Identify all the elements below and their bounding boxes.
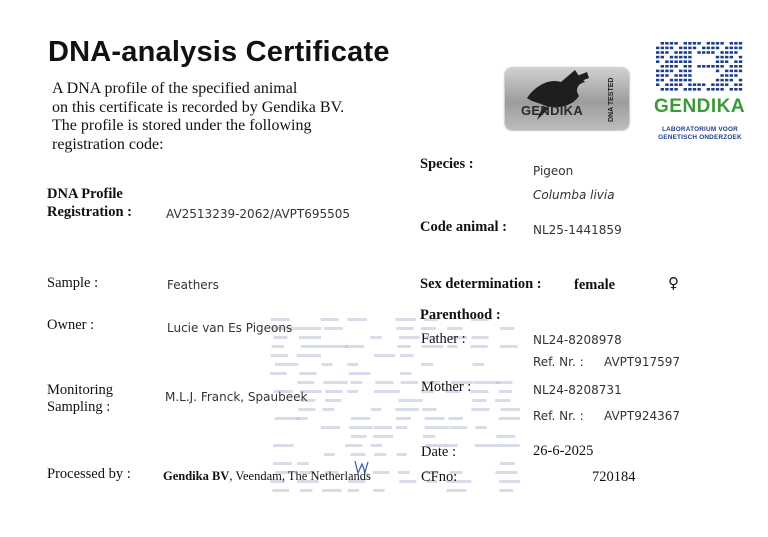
emblem-dot — [730, 47, 733, 50]
emblem-dot — [702, 65, 705, 68]
watermark-mark — [475, 426, 486, 429]
emblem-dot — [720, 83, 723, 86]
sampling-label: Sampling : — [47, 399, 111, 415]
watermark-mark — [471, 408, 489, 411]
owner-value: Lucie van Es Pigeons — [167, 321, 293, 335]
emblem-dot — [688, 51, 691, 54]
emblem-dot — [665, 47, 668, 50]
watermark-mark — [399, 336, 420, 339]
emblem-dot — [674, 60, 677, 63]
watermark-mark — [324, 327, 343, 330]
watermark-mark — [351, 435, 367, 438]
watermark-mark — [371, 444, 383, 447]
emblem-dot — [730, 56, 733, 59]
emblem-dot — [661, 47, 664, 50]
sticker-dna-tested-text: DNA TESTED — [608, 77, 615, 123]
certificate-title: DNA-analysis Certificate — [48, 36, 390, 68]
watermark-mark — [449, 417, 463, 420]
emblem-dot — [720, 60, 723, 63]
watermark-mark — [396, 426, 407, 429]
watermark-mark — [275, 417, 300, 420]
watermark-mark — [373, 435, 393, 438]
emblem-dot — [679, 79, 682, 82]
watermark-mark — [345, 345, 364, 348]
watermark-mark — [470, 390, 488, 393]
emblem-dot — [674, 79, 677, 82]
emblem-dot — [679, 74, 682, 77]
emblem-dot — [739, 47, 742, 50]
emblem-dot — [665, 83, 668, 86]
watermark-mark — [395, 408, 419, 411]
emblem-dot — [665, 65, 668, 68]
watermark-mark — [396, 417, 411, 420]
emblem-dot — [711, 83, 714, 86]
emblem-dot — [684, 74, 687, 77]
emblem-dot — [656, 60, 659, 63]
emblem-dot — [739, 83, 742, 86]
watermark-mark — [300, 489, 313, 492]
watermark-mark — [272, 489, 289, 492]
watermark-mark — [349, 426, 372, 429]
dna-profile-label: DNA Profile — [47, 186, 123, 202]
owner-label: Owner : — [47, 317, 95, 333]
watermark-mark — [499, 489, 513, 492]
emblem-dot — [674, 83, 677, 86]
emblem-dot — [684, 47, 687, 50]
emblem-dot — [739, 79, 742, 82]
emblem-dot — [725, 83, 728, 86]
watermark-mark — [500, 327, 514, 330]
emblem-dot — [739, 60, 742, 63]
emblem-dot — [734, 42, 737, 45]
watermark-mark — [371, 408, 382, 411]
monitoring-value: M.L.J. Franck, Spaubeek — [165, 390, 308, 404]
processed-location: , Veendam, The Netherlands — [229, 469, 371, 483]
watermark-mark — [273, 444, 294, 447]
emblem-dot — [670, 60, 673, 63]
emblem-dot — [670, 79, 673, 82]
emblem-dot — [716, 42, 719, 45]
watermark-mark — [347, 318, 366, 321]
emblem-dot — [697, 51, 700, 54]
emblem-dot — [725, 51, 728, 54]
watermark-mark — [320, 318, 338, 321]
emblem-dot — [679, 51, 682, 54]
emblem-dot — [661, 70, 664, 73]
watermark-mark — [299, 336, 321, 339]
mother-ref-value: AVPT924367 — [604, 409, 681, 423]
watermark-mark — [401, 381, 418, 384]
emblem-dot — [684, 70, 687, 73]
emblem-dot — [707, 47, 710, 50]
watermark-mark — [321, 426, 340, 429]
father-ref-value: AVPT917597 — [604, 355, 681, 369]
emblem-dot — [725, 47, 728, 50]
emblem-dot — [656, 79, 659, 82]
emblem-dot — [716, 88, 719, 91]
emblem-dot — [711, 47, 714, 50]
emblem-dot — [674, 74, 677, 77]
code-animal-label: Code animal : — [420, 219, 507, 235]
watermark-mark — [399, 480, 416, 483]
watermark-mark — [425, 417, 445, 420]
sample-label: Sample : — [47, 275, 99, 291]
watermark-mark — [495, 381, 512, 384]
watermark-mark — [274, 336, 288, 339]
emblem-dot — [697, 42, 700, 45]
father-ref-label: Ref. Nr. : — [533, 355, 584, 369]
watermark-mark — [447, 327, 463, 330]
emblem-dot — [688, 47, 691, 50]
watermark-mark — [472, 399, 486, 402]
emblem-dot — [688, 42, 691, 45]
watermark-mark — [472, 336, 489, 339]
emblem-dot — [716, 65, 719, 68]
emblem-dot — [670, 88, 673, 91]
intro-line: registration code: — [52, 135, 164, 153]
logo-subtitle-line: GENETISCH ONDERZOEK — [658, 134, 742, 141]
father-label: Father : — [421, 331, 466, 347]
watermark-mark — [425, 426, 450, 429]
watermark-mark — [345, 444, 362, 447]
intro-line: The profile is stored under the following — [52, 117, 312, 134]
watermark-mark — [446, 489, 466, 492]
emblem-dot — [725, 74, 728, 77]
watermark-mark — [324, 345, 348, 348]
watermark-mark — [347, 363, 358, 366]
gendika-logo — [650, 40, 746, 141]
emblem-dot — [716, 47, 719, 50]
emblem-dot — [734, 70, 737, 73]
watermark-mark — [373, 489, 384, 492]
watermark-mark — [495, 471, 517, 474]
emblem-dot — [720, 74, 723, 77]
logo-subtitle-line: LABORATORIUM VOOR — [662, 126, 738, 133]
registration-value: AV2513239-2062/AVPT695505 — [166, 207, 351, 221]
emblem-dot — [739, 70, 742, 73]
watermark-mark — [273, 462, 292, 465]
emblem-dot — [720, 56, 723, 59]
watermark-mark — [422, 408, 436, 411]
watermark-mark — [351, 417, 370, 420]
watermark-mark — [475, 444, 501, 447]
watermark-mark — [471, 345, 488, 348]
emblem-dot — [661, 51, 664, 54]
emblem-dot — [720, 79, 723, 82]
emblem-dot — [674, 51, 677, 54]
watermark-mark — [396, 327, 413, 330]
dna-tested-sticker — [505, 68, 629, 130]
gendika-emblem-icon — [650, 40, 746, 94]
emblem-dot — [679, 83, 682, 86]
emblem-dot — [661, 42, 664, 45]
mother-label: Mother : — [421, 379, 472, 395]
emblem-dot — [697, 83, 700, 86]
emblem-dot — [739, 42, 742, 45]
female-symbol-icon: ♀ — [668, 274, 679, 292]
emblem-dot — [688, 60, 691, 63]
watermark-mark — [297, 462, 308, 465]
emblem-dot — [734, 88, 737, 91]
emblem-dot — [711, 51, 714, 54]
emblem-dot — [656, 47, 659, 50]
processed-by-value — [163, 469, 371, 484]
monitoring-label: Monitoring — [47, 382, 114, 398]
watermark-mark — [370, 336, 381, 339]
emblem-dot — [693, 42, 696, 45]
watermark-mark — [450, 426, 467, 429]
emblem-dot — [665, 74, 668, 77]
emblem-dot — [716, 70, 719, 73]
sex-determination-label: Sex determination : — [420, 276, 542, 292]
intro-line: on this certificate is recorded by Gendika BV. — [52, 98, 345, 116]
emblem-dot — [674, 56, 677, 59]
watermark-mark — [500, 462, 515, 465]
emblem-dot — [684, 88, 687, 91]
sticker-brand-text: GENDIKA — [521, 103, 584, 118]
watermark-mark — [501, 408, 520, 411]
emblem-dot — [688, 70, 691, 73]
watermark-mark — [301, 345, 325, 348]
intro-line: A DNA profile of the specified animal — [52, 80, 298, 97]
emblem-dot — [707, 42, 710, 45]
emblem-dot — [739, 88, 742, 91]
watermark-mark — [374, 390, 400, 393]
emblem-dot — [730, 88, 733, 91]
emblem-dot — [679, 47, 682, 50]
emblem-dot — [734, 47, 737, 50]
watermark-mark — [375, 381, 393, 384]
sample-value: Feathers — [167, 278, 219, 292]
emblem-dot — [674, 42, 677, 45]
emblem-dot — [730, 42, 733, 45]
mother-ref-label: Ref. Nr. : — [533, 409, 584, 423]
emblem-dot — [684, 79, 687, 82]
watermark-mark — [272, 345, 284, 348]
watermark-mark — [499, 390, 512, 393]
watermark-mark — [496, 435, 515, 438]
emblem-dot — [711, 65, 714, 68]
date-value: 26-6-2025 — [533, 443, 594, 459]
emblem-dot — [720, 51, 723, 54]
emblem-dot — [720, 88, 723, 91]
emblem-dot — [720, 42, 723, 45]
father-value: NL24-8208978 — [533, 333, 622, 347]
emblem-dot — [679, 56, 682, 59]
emblem-dot — [716, 83, 719, 86]
emblem-dot — [693, 47, 696, 50]
emblem-dot — [716, 60, 719, 63]
watermark-mark — [322, 363, 333, 366]
logo-name: GENDIKA — [654, 96, 746, 117]
emblem-dot — [656, 56, 659, 59]
watermark-mark — [374, 354, 395, 357]
emblem-dot — [670, 56, 673, 59]
emblem-dot — [684, 60, 687, 63]
watermark-mark — [421, 363, 433, 366]
watermark-mark — [500, 444, 519, 447]
emblem-dot — [679, 60, 682, 63]
emblem-dot — [684, 42, 687, 45]
emblem-dot — [734, 83, 737, 86]
watermark-mark — [298, 408, 315, 411]
watermark-mark — [275, 363, 298, 366]
emblem-dot — [693, 83, 696, 86]
watermark-mark — [423, 435, 436, 438]
signature-mark — [353, 457, 371, 477]
emblem-dot — [730, 79, 733, 82]
emblem-dot — [670, 42, 673, 45]
watermark-mark — [472, 363, 483, 366]
emblem-dot — [688, 83, 691, 86]
watermark-mark — [297, 381, 314, 384]
emblem-dot — [707, 65, 710, 68]
watermark-mark — [325, 399, 341, 402]
watermark-mark — [400, 354, 414, 357]
emblem-dot — [684, 65, 687, 68]
emblem-dot — [697, 88, 700, 91]
watermark-mark — [271, 354, 289, 357]
watermark-mark — [495, 399, 510, 402]
emblem-dot — [725, 79, 728, 82]
watermark-mark — [373, 471, 390, 474]
emblem-dot — [665, 51, 668, 54]
emblem-dot — [730, 65, 733, 68]
sex-value: female — [574, 277, 616, 293]
watermark-mark — [347, 390, 358, 393]
emblem-dot — [734, 74, 737, 77]
watermark-mark — [421, 327, 436, 330]
emblem-dot — [725, 56, 728, 59]
logo-subtitle — [650, 126, 750, 142]
watermark-mark — [398, 399, 422, 402]
emblem-dot — [702, 51, 705, 54]
emblem-dot — [730, 51, 733, 54]
emblem-dot — [665, 42, 668, 45]
watermark-mark — [323, 381, 347, 384]
emblem-dot — [711, 42, 714, 45]
emblem-dot — [684, 51, 687, 54]
emblem-dot — [707, 51, 710, 54]
emblem-dot — [665, 88, 668, 91]
emblem-dot — [656, 74, 659, 77]
species-latin: Columba livia — [533, 188, 615, 202]
emblem-dot — [665, 60, 668, 63]
emblem-dot — [661, 79, 664, 82]
emblem-dot — [734, 65, 737, 68]
watermark-mark — [322, 489, 341, 492]
emblem-dot — [716, 79, 719, 82]
emblem-dot — [739, 56, 742, 59]
emblem-dot — [702, 83, 705, 86]
watermark-mark — [395, 318, 416, 321]
emblem-dot — [716, 56, 719, 59]
intro-text — [52, 80, 344, 154]
emblem-dot — [665, 70, 668, 73]
watermark-mark — [499, 417, 520, 420]
emblem-dot — [693, 88, 696, 91]
watermark-mark — [400, 372, 411, 375]
emblem-dot — [702, 47, 705, 50]
watermark-mark — [299, 372, 316, 375]
watermark-mark — [350, 381, 362, 384]
mother-value: NL24-8208731 — [533, 383, 622, 397]
emblem-dot — [661, 88, 664, 91]
watermark-mark — [296, 417, 307, 420]
watermark-mark — [348, 489, 359, 492]
emblem-dot — [730, 74, 733, 77]
processed-by-label: Processed by : — [47, 466, 131, 482]
emblem-dot — [679, 70, 682, 73]
emblem-dot — [670, 83, 673, 86]
emblem-dot — [688, 65, 691, 68]
watermark-mark — [351, 453, 366, 456]
watermark-mark — [374, 426, 392, 429]
emblem-dot — [688, 74, 691, 77]
emblem-dot — [734, 51, 737, 54]
emblem-dot — [661, 65, 664, 68]
emblem-dot — [656, 51, 659, 54]
emblem-dot — [730, 70, 733, 73]
code-animal-value: NL25-1441859 — [533, 223, 622, 237]
emblem-dot — [697, 65, 700, 68]
emblem-dot — [670, 65, 673, 68]
emblem-dot — [688, 79, 691, 82]
processed-company: Gendika BV — [163, 469, 230, 483]
emblem-dot — [707, 88, 710, 91]
emblem-dot — [688, 88, 691, 91]
watermark-mark — [374, 453, 386, 456]
emblem-dot — [661, 56, 664, 59]
cfno-value: 720184 — [592, 469, 636, 485]
emblem-dot — [725, 60, 728, 63]
watermark-mark — [500, 345, 517, 348]
emblem-dot — [656, 70, 659, 73]
watermark-mark — [396, 453, 406, 456]
emblem-dot — [725, 70, 728, 73]
watermark-mark — [270, 372, 287, 375]
species-label: Species : — [420, 156, 474, 172]
registration-label: Registration : — [47, 204, 132, 220]
parenthood-label: Parenthood : — [420, 307, 501, 323]
watermark-mark — [349, 372, 370, 375]
watermark-mark — [398, 471, 410, 474]
emblem-dot — [688, 56, 691, 59]
watermark-mark — [296, 327, 321, 330]
watermark-mark — [322, 408, 334, 411]
emblem-dot — [734, 60, 737, 63]
watermark-mark — [499, 480, 520, 483]
emblem-dot — [670, 70, 673, 73]
emblem-dot — [674, 88, 677, 91]
emblem-dot — [670, 47, 673, 50]
species-value: Pigeon — [533, 164, 574, 178]
emblem-dot — [674, 65, 677, 68]
date-label: Date : — [421, 444, 457, 460]
watermark-mark — [324, 453, 335, 456]
emblem-dot — [656, 83, 659, 86]
emblem-dot — [711, 88, 714, 91]
emblem-dot — [684, 56, 687, 59]
emblem-dot — [739, 65, 742, 68]
watermark-mark — [325, 390, 342, 393]
emblem-dot — [720, 65, 723, 68]
cfno-label: CFno: — [421, 469, 458, 485]
watermark-mark — [297, 354, 321, 357]
emblem-dot — [661, 74, 664, 77]
watermark-mark — [397, 345, 410, 348]
